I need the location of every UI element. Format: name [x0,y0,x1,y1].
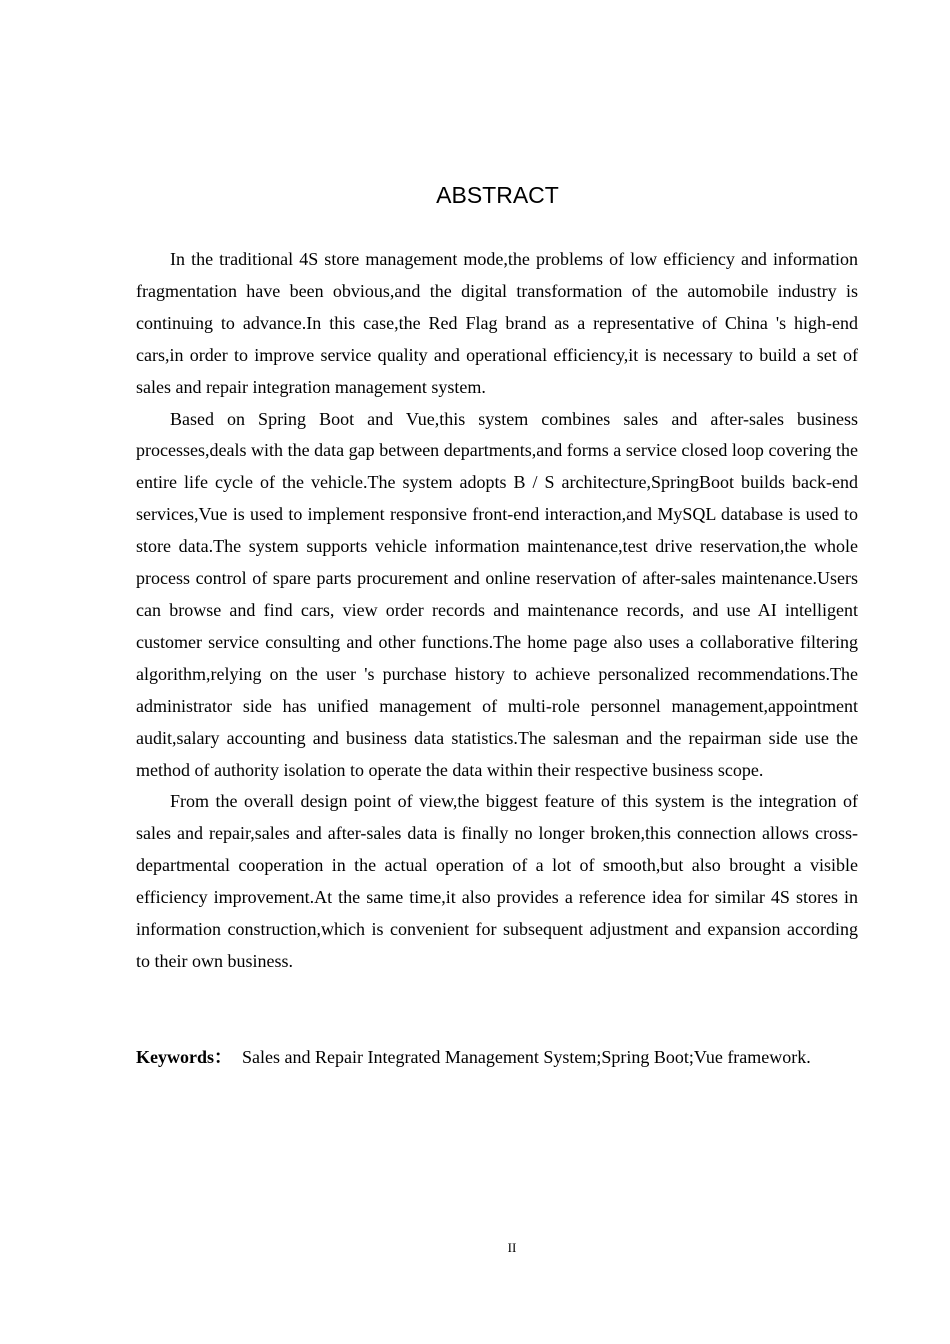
keywords-label: Keywords： [136,1047,232,1067]
keywords-value: Sales and Repair Integrated Management System;Spring Boot;Vue framework. [242,1047,811,1067]
keywords-line [136,1042,876,1074]
abstract-paragraph-2: Based on Spring Boot and Vue,this system combines sales and after-sales business processes,deals with the data gap between departments,and forms a service closed loop covering the entire life cycle of the vehicle.The system adopts B / S architecture,SpringBoot builds back-end services,Vue is used to implement responsive front-end interaction,and MySQL database is used to store data.The system supports vehicle information maintenance,test drive reservation,the whole process control of spare parts procurement and online reservation of after-sales maintenance.Users can browse and find cars, view order records and maintenance records, and use AI intelligent customer service consulting and other functions.The home page also uses a collaborative filtering algorithm,relying on the user 's purchase history to achieve personalized recommendations.The administrator side has unified management of multi-role personnel management,appointment audit,salary accounting and business data statistics.The salesman and the repairman side use the method of authority isolation to operate the data within their respective business scope. [136,408,858,780]
page-number: II [507,1240,517,1255]
abstract-paragraph-1: In the traditional 4S store management mode,the problems of low efficiency and information fragmentation have been obvious,and the digital transformation of the automobile industry is continuing to advance.In this case,the Red Flag brand as a representative of China 's high-end cars,in order to improve service quality and operational efficiency,it is necessary to build a set of sales and repair integration management system. [136,249,858,397]
abstract-paragraph-3: From the overall design point of view,the biggest feature of this system is the integration of sales and repair,sales and after-sales data is finally no longer broken,this connection allows cross-departmental cooperation in the actual operation of a lot of smooth,but also brought a visible efficiency improvement.At the same time,it also provides a reference idea for similar 4S stores in information construction,which is convenient for subsequent adjustment and expansion according to their own business. [136,791,858,971]
abstract-title: ABSTRACT [436,182,559,208]
abstract-body [136,244,858,978]
